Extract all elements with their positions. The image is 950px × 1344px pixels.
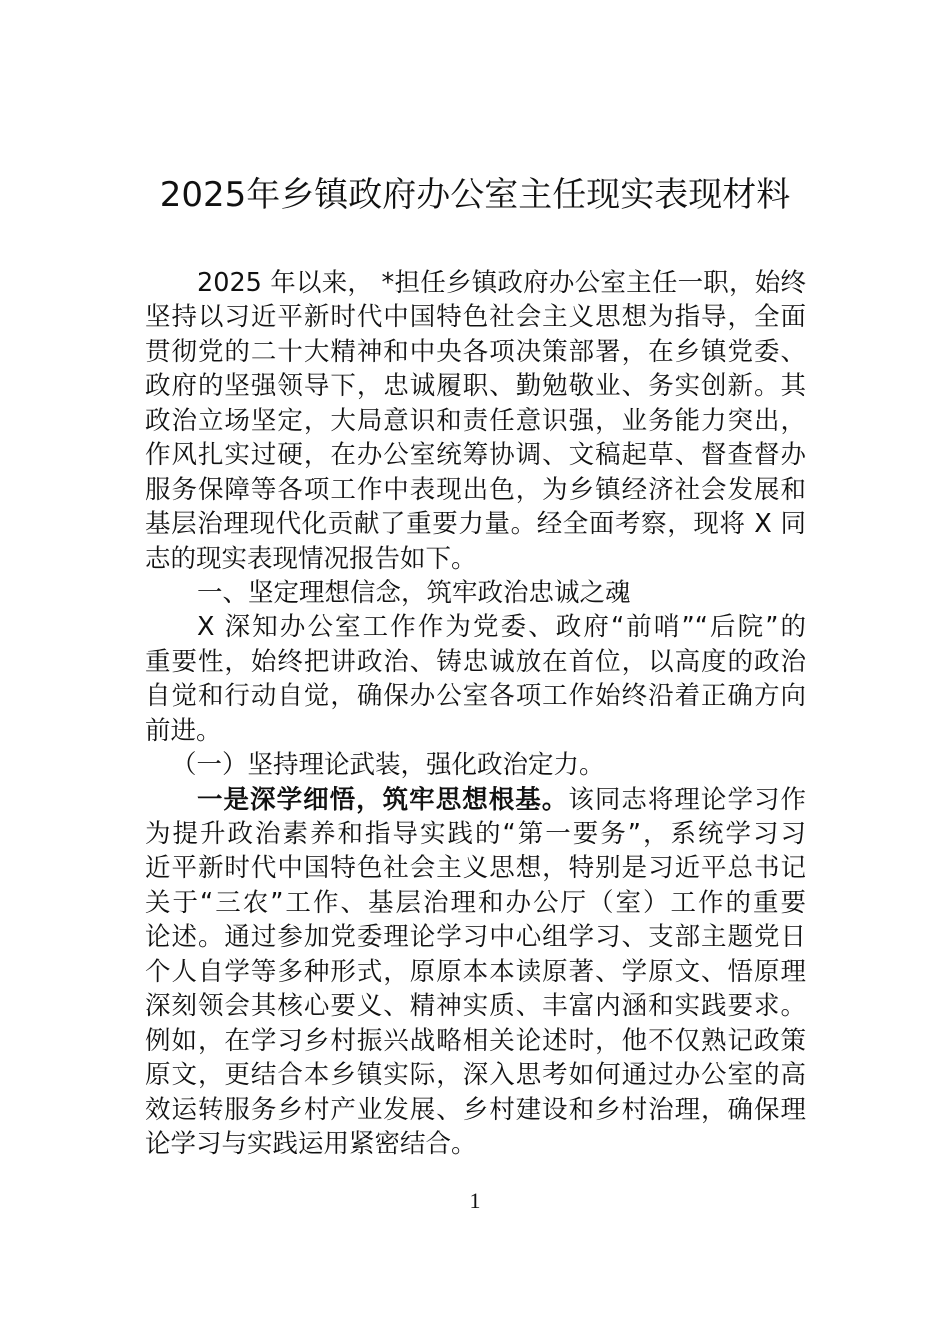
intro-line: 政府的坚强领导下，忠诚履职、勤勉敬业、务实创新。其	[145, 371, 806, 402]
point-line: 深刻领会其核心要义、精神实质、丰富内涵和实践要求。	[145, 991, 806, 1022]
document-title: 2025年乡镇政府办公室主任现实表现材料	[159, 175, 791, 215]
point-line: 论学习与实践运用紧密结合。	[145, 1128, 477, 1159]
point-line: 例如，在学习乡村振兴战略相关论述时，他不仅熟记政策	[145, 1025, 806, 1056]
point-line: 效运转服务乡村产业发展、乡村建设和乡村治理，确保理	[145, 1094, 806, 1125]
point-line: 个人自学等多种形式，原原本本读原著、学原文、悟原理	[145, 956, 806, 987]
section-heading: 一、坚定理想信念，筑牢政治忠诚之魂	[197, 577, 631, 608]
document-body	[145, 266, 806, 1161]
point-line: 近平新时代中国特色社会主义思想，特别是习近平总书记	[145, 853, 806, 884]
intro-line: 2025 年以来， *担任乡镇政府办公室主任一职，始终	[197, 268, 806, 298]
subsection-heading: （一）坚持理论武装，强化政治定力。	[171, 750, 605, 781]
point-bold-lead: 一是深学细悟，筑牢思想根基。	[197, 784, 569, 815]
point-text: 该同志将理论学习作	[568, 784, 806, 815]
intro-line: 贯彻党的二十大精神和中央各项决策部署，在乡镇党委、	[145, 336, 806, 367]
point-line: 关于“三农”工作、基层治理和办公厅（室）工作的重要	[145, 887, 806, 918]
section-line: X 深知办公室工作作为党委、政府“前哨”“后院”的	[197, 612, 806, 643]
intro-line: 志的现实表现情况报告如下。	[145, 543, 477, 574]
point-line: 为提升政治素养和指导实践的“第一要务”，系统学习习	[145, 819, 806, 849]
intro-line: 服务保障等各项工作中表现出色，为乡镇经济社会发展和	[145, 474, 806, 505]
point-line	[145, 783, 806, 817]
intro-line: 坚持以习近平新时代中国特色社会主义思想为指导，全面	[145, 302, 806, 333]
section-line: 自觉和行动自觉，确保办公室各项工作始终沿着正确方向	[145, 681, 806, 712]
section-line: 前进。	[145, 715, 222, 746]
page-number: 1	[469, 1188, 481, 1213]
intro-line: 基层治理现代化贡献了重要力量。经全面考察，现将 X 同	[145, 509, 806, 540]
intro-line: 作风扎实过硬，在办公室统筹协调、文稿起草、督查督办	[145, 440, 806, 471]
intro-line: 政治立场坚定，大局意识和责任意识强，业务能力突出，	[145, 405, 806, 436]
point-line: 论述。通过参加党委理论学习中心组学习、支部主题党日	[145, 922, 806, 953]
section-line: 重要性，始终把讲政治、铸忠诚放在首位，以高度的政治	[145, 646, 806, 677]
point-line: 原文，更结合本乡镇实际，深入思考如何通过办公室的高	[145, 1060, 806, 1091]
